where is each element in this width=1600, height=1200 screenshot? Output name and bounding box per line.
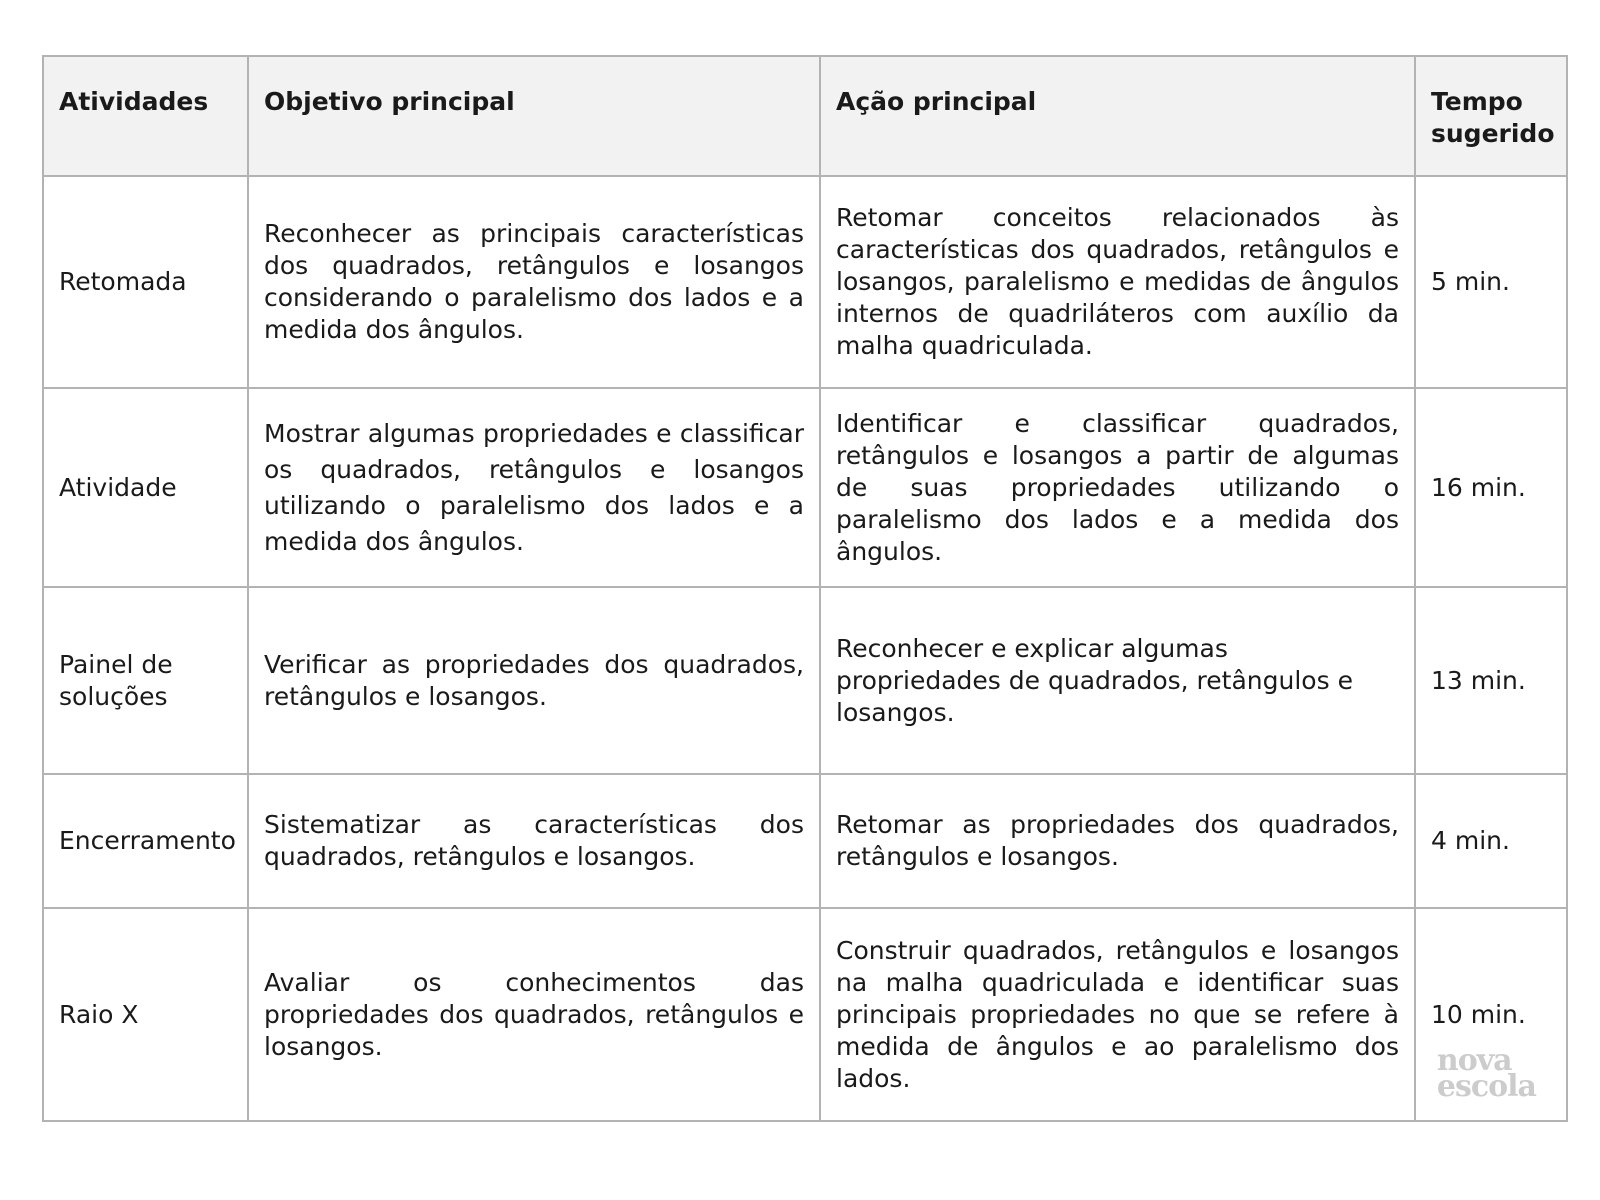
header-objetivo: Objetivo principal xyxy=(248,56,820,176)
header-tempo: Tempo sugerido xyxy=(1415,56,1567,176)
cell-atividade: Encerramento xyxy=(43,774,248,908)
table-row xyxy=(43,908,1567,1121)
table-row xyxy=(43,176,1567,388)
cell-objetivo: Reconhecer as principais características dos quadrados, retângulos e losangos considerando o paralelismo dos lados e a medida dos ângulos. xyxy=(248,176,820,388)
cell-atividade: Raio X xyxy=(43,908,248,1121)
cell-tempo: 4 min. xyxy=(1415,774,1567,908)
cell-atividade: Painel de soluções xyxy=(43,587,248,774)
header-acao: Ação principal xyxy=(820,56,1415,176)
table-row xyxy=(43,388,1567,587)
table-row xyxy=(43,774,1567,908)
cell-objetivo: Verificar as propriedades dos quadrados, retângulos e losangos. xyxy=(248,587,820,774)
cell-atividade: Retomada xyxy=(43,176,248,388)
cell-tempo: 5 min. xyxy=(1415,176,1567,388)
cell-objetivo: Mostrar algumas propriedades e classificar os quadrados, retângulos e losangos utilizando o paralelismo dos lados e a medida dos ângulos. xyxy=(248,388,820,587)
cell-acao: Reconhecer e explicar algumas propriedades de quadrados, retângulos e losangos. xyxy=(820,587,1415,774)
lesson-plan-table xyxy=(42,55,1568,1122)
cell-tempo: 16 min. xyxy=(1415,388,1567,587)
cell-acao: Retomar conceitos relacionados às características dos quadrados, retângulos e losangos, paralelismo e medidas de ângulos internos de quadriláteros com auxílio da malha quadriculada. xyxy=(820,176,1415,388)
cell-atividade: Atividade xyxy=(43,388,248,587)
cell-acao: Construir quadrados, retângulos e losangos na malha quadriculada e identificar suas principais propriedades no que se refere à medida de ângulos e ao paralelismo dos lados. xyxy=(820,908,1415,1121)
cell-acao: Identificar e classificar quadrados, retângulos e losangos a partir de algumas de suas propriedades utilizando o paralelismo dos lados e a medida dos ângulos. xyxy=(820,388,1415,587)
table-header-row xyxy=(43,56,1567,176)
cell-tempo xyxy=(1415,908,1567,1121)
nova-escola-logo xyxy=(1436,1043,1536,1104)
logo-line-1: nova xyxy=(1436,1043,1512,1078)
cell-objetivo: Avaliar os conhecimentos das propriedades dos quadrados, retângulos e losangos. xyxy=(248,908,820,1121)
cell-tempo-text: 10 min. xyxy=(1431,999,1526,1029)
table-row xyxy=(43,587,1567,774)
header-atividades: Atividades xyxy=(43,56,248,176)
cell-acao: Retomar as propriedades dos quadrados, retângulos e losangos. xyxy=(820,774,1415,908)
logo-line-2: escola xyxy=(1436,1069,1536,1104)
cell-objetivo: Sistematizar as características dos quadrados, retângulos e losangos. xyxy=(248,774,820,908)
cell-tempo: 13 min. xyxy=(1415,587,1567,774)
